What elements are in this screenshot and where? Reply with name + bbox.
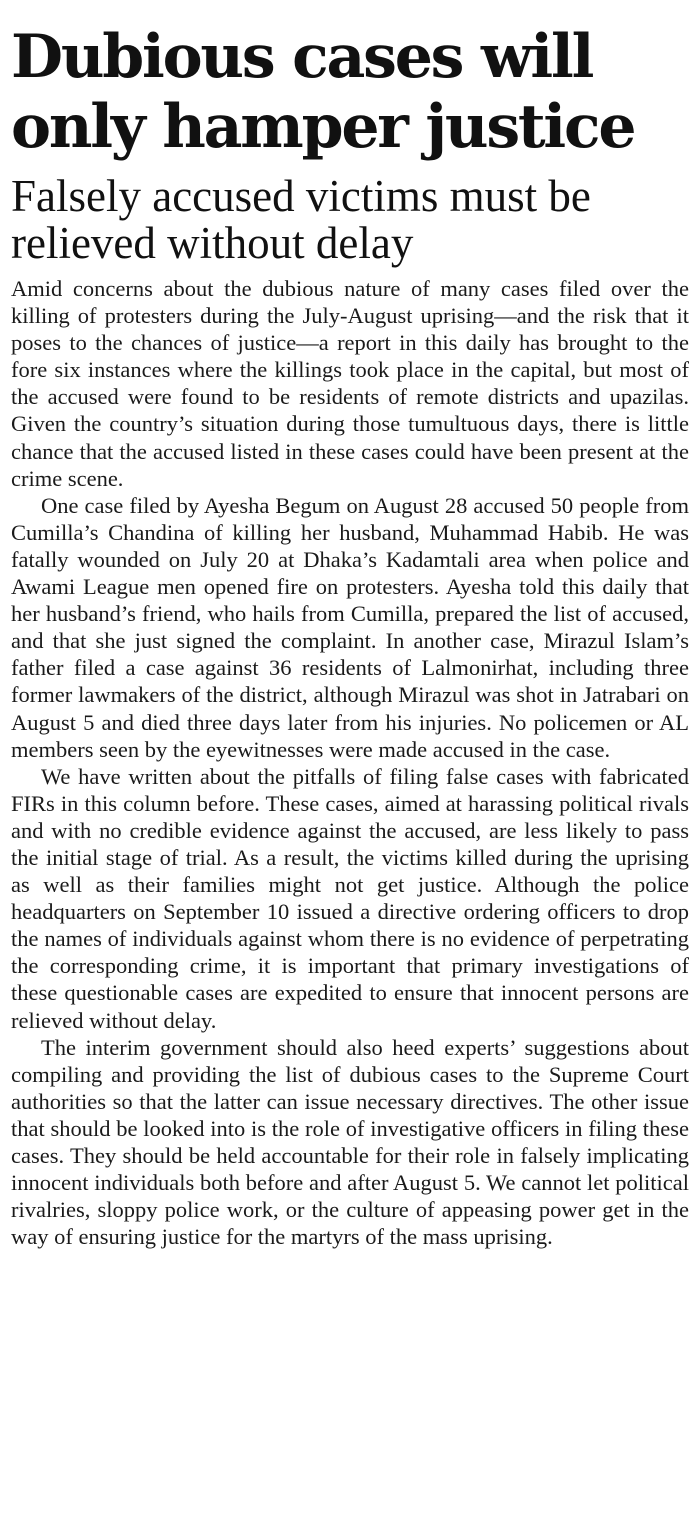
body-paragraph-3: We have written about the pitfalls of filing false cases with fabricated FIRs in this column before. These cases, aimed at harassing political rivals and with no credible evidence against the accused, are less likely to pass the initial stage of trial. As a result, the victims killed during the uprising as well as their families might not get justice. Although the police headquarters on September 10 issued a directive ordering officers to drop the names of individuals against whom there is no evidence of perpetrating the corresponding crime, it is important that primary investigations of these questionable cases are expedited to ensure that innocent persons are relieved without delay. [11, 763, 689, 1033]
body-paragraph-2: One case filed by Ayesha Begum on August 28 accused 50 people from Cumilla’s Chandina of killing her husband, Muhammad Habib. He was fatally wounded on July 20 at Dhaka’s Kadamtali area when police and Awami League men opened fire on protesters. Ayesha told this daily that her husband’s friend, who hails from Cumilla, prepared the list of accused, and that she just signed the complaint. In another case, Mirazul Islam’s father filed a case against 36 residents of Lalmonirhat, including three former lawmakers of the district, although Mirazul was shot in Jatrabari on August 5 and died three days later from his injuries. No policemen or AL members seen by the eyewitnesses were made accused in the case. [11, 492, 689, 762]
body-paragraph-4: The interim government should also heed experts’ suggestions about compiling and providing the list of dubious cases to the Supreme Court authorities so that the latter can issue necessary directives. The other issue that should be looked into is the role of investigative officers in filing these cases. They should be held accountable for their role in falsely implicating innocent individuals both before and after August 5. We cannot let political rivalries, sloppy police work, or the culture of appeasing power get in the way of ensuring justice for the martyrs of the mass uprising. [11, 1034, 689, 1250]
headline: Dubious cases will only hamper justice [11, 22, 635, 162]
subheadline: Falsely accused victims must be relieved without delay [11, 171, 591, 268]
article-body [11, 275, 689, 1250]
body-paragraph-1: Amid concerns about the dubious nature of many cases filed over the killing of protesters during the July-August uprising—and the risk that it poses to the chances of justice—a report in this daily has brought to the fore six instances where the killings took place in the capital, but most of the accused were found to be residents of remote districts and upazilas. Given the country’s situation during those tumultuous days, there is little chance that the accused listed in these cases could have been present at the crime scene. [11, 276, 689, 491]
editorial-article [11, 22, 689, 1250]
